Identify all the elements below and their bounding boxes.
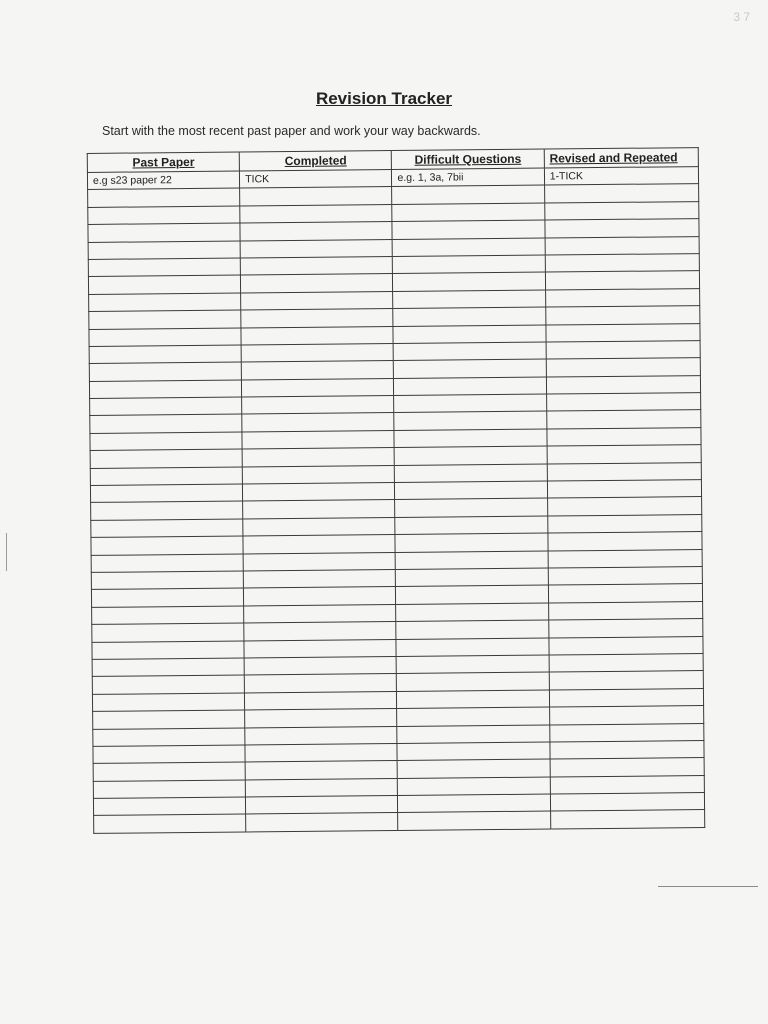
table-cell xyxy=(241,326,393,345)
margin-mark xyxy=(6,533,7,571)
table-cell xyxy=(92,693,244,712)
table-cell xyxy=(545,306,699,325)
table-cell xyxy=(396,551,548,570)
table-cell xyxy=(91,519,243,538)
table-cell xyxy=(394,377,546,396)
table-cell xyxy=(89,362,241,381)
table-cell xyxy=(547,462,701,481)
table-cell xyxy=(90,414,242,433)
table-cell xyxy=(243,483,395,502)
table-cell xyxy=(88,206,240,225)
table-cell xyxy=(92,606,244,625)
example-revised-and-repeated: 1-TICK xyxy=(544,167,698,186)
table-cell xyxy=(398,759,550,778)
table-cell xyxy=(92,623,244,642)
table-cell xyxy=(242,448,394,467)
table-cell xyxy=(549,653,703,672)
table-cell xyxy=(395,464,547,483)
table-cell xyxy=(246,796,398,815)
table-cell xyxy=(243,535,395,554)
table-cell xyxy=(241,309,393,328)
table-cell xyxy=(394,359,546,378)
table-cell xyxy=(246,778,398,797)
table-cell xyxy=(396,568,548,587)
table-cell xyxy=(548,549,702,568)
table-cell xyxy=(546,393,700,412)
table-cell xyxy=(91,571,243,590)
table-cell xyxy=(546,340,700,359)
table-cell xyxy=(89,345,241,364)
table-cell xyxy=(88,258,240,277)
table-cell xyxy=(398,794,550,813)
page-title: Revision Tracker xyxy=(315,89,453,108)
table-cell xyxy=(89,293,241,312)
table-cell xyxy=(545,271,699,290)
table-cell xyxy=(547,480,701,499)
table-cell xyxy=(394,429,546,448)
table-cell xyxy=(88,275,240,294)
example-past-paper: e.g s23 paper 22 xyxy=(87,171,239,190)
table-cell xyxy=(550,810,704,829)
table-cell xyxy=(241,274,393,293)
table-cell xyxy=(545,254,699,273)
table-cell xyxy=(397,725,549,744)
table-cell xyxy=(392,185,544,204)
table-cell xyxy=(244,587,396,606)
table-cell xyxy=(395,533,547,552)
table-cell xyxy=(549,671,703,690)
table-cell xyxy=(546,410,700,429)
table-cell xyxy=(91,554,243,573)
table-cell xyxy=(242,430,394,449)
table-cell xyxy=(393,272,545,291)
table-cell xyxy=(244,622,396,641)
table-cell xyxy=(93,745,245,764)
table-cell xyxy=(546,323,700,342)
table-cell xyxy=(548,584,702,603)
table-cell xyxy=(240,187,392,206)
table-cell xyxy=(549,706,703,725)
table-cell xyxy=(395,446,547,465)
table-cell xyxy=(240,222,392,241)
table-cell xyxy=(246,813,398,832)
table-cell xyxy=(548,532,702,551)
table-cell xyxy=(392,220,544,239)
table-cell xyxy=(545,236,699,255)
table-cell xyxy=(544,201,698,220)
table-cell xyxy=(240,256,392,275)
table-cell xyxy=(394,394,546,413)
table-cell xyxy=(550,758,704,777)
table-cell xyxy=(397,742,549,761)
table-cell xyxy=(393,325,545,344)
table-cell xyxy=(240,204,392,223)
table-cell xyxy=(241,361,393,380)
table-cell xyxy=(244,639,396,658)
table-cell xyxy=(92,658,244,677)
table-cell xyxy=(547,427,701,446)
table-cell xyxy=(546,358,700,377)
table-cell xyxy=(93,727,245,746)
table-cell xyxy=(550,775,704,794)
table-cell xyxy=(242,396,394,415)
table-cell xyxy=(93,780,245,799)
table-cell xyxy=(244,569,396,588)
table-cell xyxy=(396,620,548,639)
table-cell xyxy=(93,797,245,816)
table-cell xyxy=(243,517,395,536)
table-cell xyxy=(245,709,397,728)
table-cell xyxy=(243,552,395,571)
table-cell xyxy=(245,761,397,780)
table-cell xyxy=(243,500,395,519)
table-cell xyxy=(395,481,547,500)
table-cell xyxy=(393,255,545,274)
table-cell xyxy=(398,811,550,830)
table-cell xyxy=(396,603,548,622)
table-cell xyxy=(545,288,699,307)
table-cell xyxy=(244,604,396,623)
table-cell xyxy=(396,585,548,604)
example-difficult-questions: e.g. 1, 3a, 7bii xyxy=(392,168,544,187)
table-cell xyxy=(397,707,549,726)
table-cell xyxy=(242,378,394,397)
table-cell xyxy=(393,238,545,257)
table-cell xyxy=(89,310,241,329)
stray-pen-line xyxy=(658,886,758,887)
table-cell xyxy=(547,445,701,464)
table-cell xyxy=(547,514,701,533)
table-cell xyxy=(90,467,242,486)
table-cell xyxy=(89,327,241,346)
header-difficult-questions: Difficult Questions xyxy=(392,149,544,169)
table-cell xyxy=(92,641,244,660)
table-cell xyxy=(394,342,546,361)
table-cell xyxy=(546,375,700,394)
table-cell xyxy=(547,497,701,516)
table-cell xyxy=(395,498,547,517)
table-cell xyxy=(393,290,545,309)
header-revised-and-repeated: Revised and Repeated xyxy=(544,148,698,168)
table-cell xyxy=(549,723,703,742)
table-cell xyxy=(397,672,549,691)
table-cell xyxy=(397,655,549,674)
table-cell xyxy=(549,688,703,707)
table-cell xyxy=(92,675,244,694)
table-cell xyxy=(394,412,546,431)
table-cell xyxy=(90,397,242,416)
table-cell xyxy=(550,740,704,759)
table-cell xyxy=(88,241,240,260)
table-cell xyxy=(398,777,550,796)
table-cell xyxy=(550,793,704,812)
table-cell xyxy=(544,184,698,203)
table-cell xyxy=(90,432,242,451)
table-cell xyxy=(395,516,547,535)
table-cell xyxy=(91,501,243,520)
revision-tracker-table xyxy=(87,147,706,834)
table-cell xyxy=(242,465,394,484)
table-cell xyxy=(93,710,245,729)
page-instructions: Start with the most recent past paper and work your way backwards. xyxy=(102,124,481,138)
table-cell xyxy=(241,291,393,310)
table-cell xyxy=(397,690,549,709)
table-cell xyxy=(245,726,397,745)
table-cell xyxy=(240,239,392,258)
table-cell xyxy=(393,307,545,326)
table-cell xyxy=(396,638,548,657)
table-cell xyxy=(94,814,246,833)
table-cell xyxy=(548,619,702,638)
table-cell xyxy=(241,343,393,362)
table-cell xyxy=(245,674,397,693)
table-cell xyxy=(392,203,544,222)
example-completed: TICK xyxy=(240,170,392,189)
table-cell xyxy=(91,536,243,555)
corner-mark: 3 7 xyxy=(733,10,750,24)
table-cell xyxy=(545,219,699,238)
table-cell xyxy=(242,413,394,432)
table-cell xyxy=(244,656,396,675)
header-completed: Completed xyxy=(239,151,391,171)
table-cell xyxy=(548,601,702,620)
table-cell xyxy=(91,588,243,607)
table-cell xyxy=(88,188,240,207)
table-cell xyxy=(90,449,242,468)
header-past-paper: Past Paper xyxy=(87,152,239,172)
table-cell xyxy=(93,762,245,781)
table-cell xyxy=(90,484,242,503)
table-cell xyxy=(245,691,397,710)
table-cell xyxy=(548,567,702,586)
table-cell xyxy=(89,380,241,399)
table-cell xyxy=(245,743,397,762)
table-cell xyxy=(88,223,240,242)
table-cell xyxy=(549,636,703,655)
